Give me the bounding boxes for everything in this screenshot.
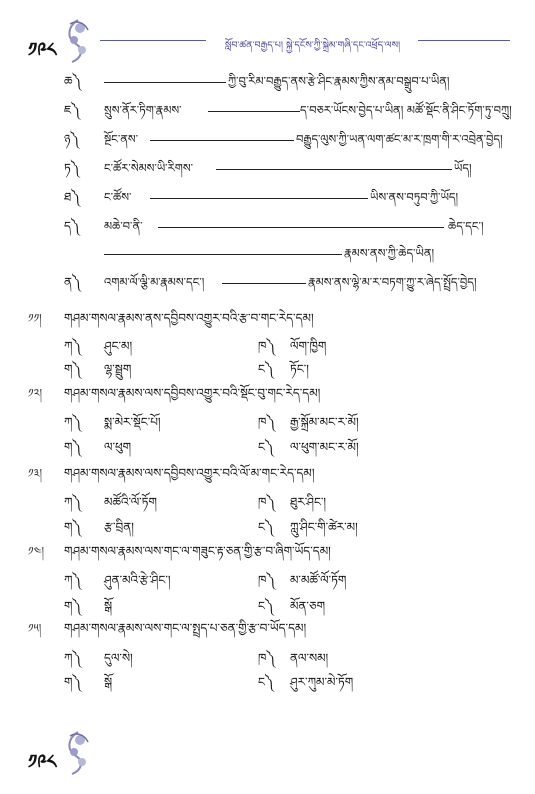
- item-text-after: བརྒྱུད་ལུས་ཀྱི་ཡན་ལག་ཚང་མ་ར་ཁྲག་གི་ར་འབྲེན་བྱེད།: [296, 132, 503, 146]
- item-label: ན༽: [64, 275, 81, 289]
- question-number: ༡༢།: [28, 386, 43, 400]
- option-label: ཀ༽: [64, 573, 82, 587]
- question-number: ༡༡།: [28, 311, 42, 325]
- option-text: རྒྱ་སྐྲོམ་མང་ར་མོ།: [290, 415, 359, 429]
- page-number-bottom: ༡༩༨: [28, 751, 57, 773]
- option-text: ཤུན་མའི་རྩེ་ཤིང་།: [104, 573, 171, 587]
- option-text: རྩ་བྲིན།: [104, 520, 134, 534]
- item-text-before: མཆེ་བ་ནི་: [104, 219, 143, 233]
- floral-ornament-icon: [62, 730, 94, 776]
- option-label: ང༽: [258, 440, 274, 454]
- option-label: ག༽: [64, 675, 82, 689]
- answer-blank[interactable]: [222, 283, 306, 284]
- option-label: ཀ༽: [64, 495, 82, 509]
- option-label: ཁ༽: [258, 573, 275, 587]
- option-label: ང༽: [258, 520, 274, 534]
- option-text: ཐུར་ཤིང་།: [290, 495, 327, 509]
- answer-blank[interactable]: [158, 227, 444, 228]
- item-label: ཆ༽: [64, 74, 82, 88]
- option-label: ང༽: [258, 675, 274, 689]
- option-text: ལོག་ཁྱིག: [290, 339, 327, 353]
- item-text-before: ང་ཚོར་སེམས་ཡི་རིགས་: [104, 161, 194, 175]
- option-label: ཀ༽: [64, 415, 82, 429]
- option-label: ཀ༽: [64, 339, 82, 353]
- item-text-after: ཡིས་ནས་བཏུབ་ཀྱི་ཡོད།: [370, 190, 459, 204]
- item-label: ཉ༽: [64, 132, 79, 146]
- option-text: ལ་ཕུག: [104, 440, 132, 454]
- answer-blank[interactable]: [150, 198, 368, 199]
- item-text-after: ཆེད་དང་།: [448, 219, 484, 233]
- item-label: ད༽: [64, 219, 80, 233]
- option-text: སྒོ: [104, 599, 113, 613]
- option-text: མོན་ཅག: [290, 599, 326, 613]
- option-text: ཀླུ་ཤིང་གི་ཚེར་མ།: [290, 520, 358, 534]
- item-text-after: ཡོད།: [454, 161, 472, 175]
- item-text-before: སྲུས་ནོར་ཏིག་རྣམས་: [104, 103, 182, 117]
- option-text: སྒོ: [104, 675, 113, 689]
- question-text: གཤམ་གསལ་རྣམས་ནས་དབྱིབས་འགྱུར་བའི་རྩ་བ་གང་རེད་དམ།: [64, 311, 314, 325]
- question-text: གཤམ་གསལ་རྣམས་ལས་གང་ལ་སྤྲད་པ་ཅན་གྱི་རྩ་བ་ཡོད་དམ།: [64, 621, 307, 635]
- header-rule-right: [418, 40, 510, 41]
- option-text: མ་མཚོ་ལོ་ཏོག: [290, 573, 347, 587]
- question-text: གཤམ་གསལ་རྣམས་ལས་དབྱིབས་འགྱུར་བའི་ལོ་མ་གང་རེད་དམ།: [64, 466, 315, 480]
- option-text: ཤུར་ཀུམ་མེ་ཏོག: [290, 675, 354, 689]
- option-label: ག༽: [64, 440, 82, 454]
- option-label: ཁ༽: [258, 651, 275, 665]
- option-text: དུལ་སེ།: [104, 651, 133, 665]
- option-text: སྨ་མེར་སྡོང་པོ།: [104, 415, 161, 429]
- item-label: ཐ༽: [64, 190, 80, 204]
- item-text-after: ཀྱི་བུ་རིམ་བརྒྱུད་ནས་རྩེ་ཤིང་རྣམས་ཀྱིས་ནམ་བསྒྲུབ་པ་ཡིན།: [228, 74, 450, 88]
- answer-blank[interactable]: [104, 254, 342, 255]
- option-text: ཤུང་མ།: [104, 339, 133, 353]
- option-label: ག༽: [64, 362, 82, 376]
- header-rule-left: [100, 40, 206, 41]
- answer-blank[interactable]: [216, 169, 452, 170]
- option-text: ལ་ཕུག་མང་ར་མོ།: [290, 440, 359, 454]
- question-number: ༡༤།: [28, 544, 45, 558]
- option-label: ང༽: [258, 362, 274, 376]
- page-number-top: ༡༩༨: [28, 39, 57, 61]
- item-text-after: རྣམས་ནས་ལྷེ་མ་ར་བཏག་ཀྱུ་ར་ཞེད་སྤྲོད་བྱེད།: [308, 275, 477, 289]
- option-label: ག༽: [64, 520, 82, 534]
- running-header-title: སློབ་ཚན་བརྒྱད་པ། སྐྱེ་དངོས་ཀྱི་སྐྲེམ་གཞི་དང་འཕྲོད་ལས།: [224, 40, 401, 51]
- question-number: ༡༥།: [28, 621, 42, 635]
- item-text-after: ད་བཅར་ཡོངས་བྱེད་པ་ཡིན། མཚོ་སྡོང་ནི་ཤིང་ཏོག་ཏུ་བཀྲུ།: [300, 103, 512, 117]
- answer-blank[interactable]: [104, 82, 226, 83]
- question-text: གཤམ་གསལ་རྣམས་ལས་གང་ལ་གཟུང་རྟ་ཅན་གྱི་རྩ་བ་ཞིག་ཡོད་དམ།: [64, 544, 331, 558]
- option-label: ཁ༽: [258, 495, 275, 509]
- option-text: ཏོང་།: [290, 362, 309, 376]
- item-text-before: སྔོང་ནས་: [104, 132, 139, 146]
- option-text: མཚོའི་ལོ་ཏོག: [104, 495, 157, 509]
- option-label: ཀ༽: [64, 651, 82, 665]
- floral-ornament-icon: [62, 18, 94, 64]
- answer-blank[interactable]: [208, 111, 300, 112]
- option-label: ག༽: [64, 599, 82, 613]
- item-label: ཇ༽: [64, 103, 80, 117]
- option-label: ང༽: [258, 599, 274, 613]
- option-label: ཁ༽: [258, 339, 275, 353]
- item-text-after: རྣམས་ནས་ཀྱི་ཆེད་ཡིན།: [344, 246, 435, 260]
- option-label: ཁ༽: [258, 415, 275, 429]
- item-text-before: ང་ཚོས་: [104, 190, 132, 204]
- option-text: ནལ་སམ།: [290, 651, 329, 665]
- option-text: ལྷ་སྦྲུག: [104, 362, 132, 376]
- question-number: ༡༣།: [28, 466, 43, 480]
- item-text-before: འགམ་ལོ་ལྕི་མ་རྣམས་དང་།: [104, 275, 205, 289]
- item-label: ཏ༽: [64, 161, 80, 175]
- question-text: གཤམ་གསལ་རྣམས་ལས་དབྱིབས་འགྱུར་བའི་སྡོང་བུ་གང་རེད་དམ།: [64, 386, 321, 400]
- answer-blank[interactable]: [150, 140, 294, 141]
